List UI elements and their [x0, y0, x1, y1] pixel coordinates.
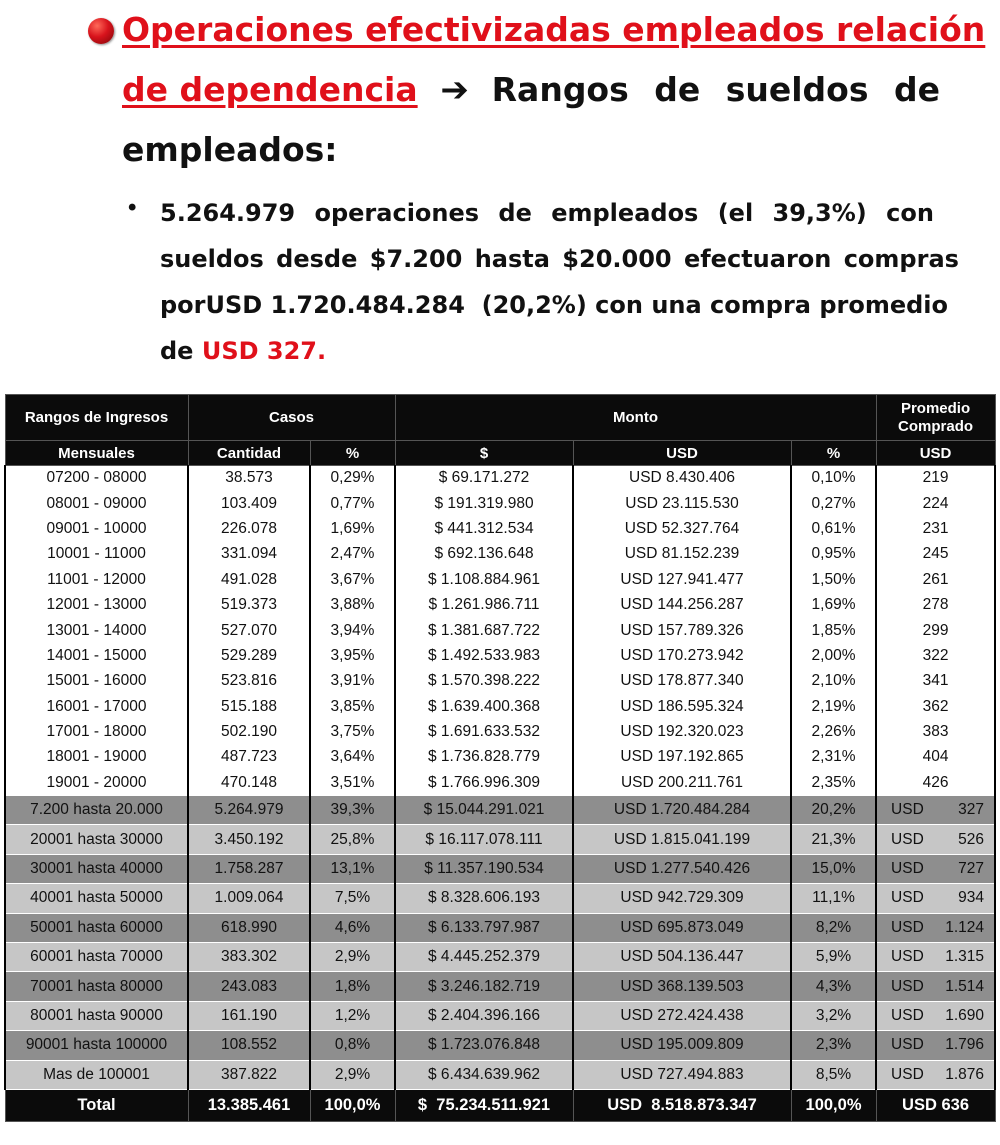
slide-heading: [88, 0, 986, 180]
table-cell: 0,27%: [791, 491, 876, 516]
header-mensuales: Mensuales: [5, 441, 188, 466]
table-cell: 3,94%: [310, 618, 395, 643]
summary-row: [5, 825, 995, 854]
table-cell: 3,95%: [310, 643, 395, 668]
table-cell: 0,95%: [791, 542, 876, 567]
summary-cell: [876, 796, 995, 825]
table-cell: 527.070: [188, 618, 310, 643]
summary-cell: 4,6%: [310, 913, 395, 942]
summary-cell: 39,3%: [310, 796, 395, 825]
table-cell: USD 192.320.023: [573, 719, 791, 744]
table-cell: 2,19%: [791, 694, 876, 719]
table-row: [5, 770, 995, 795]
table-row: [5, 491, 995, 516]
summary-cell: USD 1.815.041.199: [573, 825, 791, 854]
table-cell: 13001 - 14000: [5, 618, 188, 643]
table-cell: 11001 - 12000: [5, 567, 188, 592]
total-promedio: USD 636: [876, 1089, 995, 1121]
summary-rows: [5, 796, 995, 1090]
table-cell: 3,85%: [310, 694, 395, 719]
table-cell: 426: [876, 770, 995, 795]
table-row: [5, 592, 995, 617]
summary-cell: USD 272.424.438: [573, 1001, 791, 1030]
total-cantidad: 13.385.461: [188, 1089, 310, 1121]
summary-cell: 1.009.064: [188, 884, 310, 913]
header-monto: Monto: [395, 395, 876, 441]
heading-line-1: [88, 0, 986, 60]
table-cell: $ 1.691.633.532: [395, 719, 573, 744]
summary-cell: 5.264.979: [188, 796, 310, 825]
table-cell: 10001 - 11000: [5, 542, 188, 567]
table-cell: 404: [876, 745, 995, 770]
usd-prefix: USD: [891, 860, 924, 878]
summary-cell: 1.758.287: [188, 854, 310, 883]
summary-cell: $ 15.044.291.021: [395, 796, 573, 825]
summary-cell: 20,2%: [791, 796, 876, 825]
heading-red-text-1: Operaciones efectivizadas empleados relación: [122, 10, 986, 49]
table-cell: 341: [876, 669, 995, 694]
summary-cell: [876, 972, 995, 1001]
table-row: [5, 745, 995, 770]
table-cell: 2,26%: [791, 719, 876, 744]
table-cell: 16001 - 17000: [5, 694, 188, 719]
summary-cell: 7.200 hasta 20.000: [5, 796, 188, 825]
paragraph-line-3: porUSD 1.720.484.284 (20,2%) con una compra promedio: [160, 291, 949, 319]
table-cell: 09001 - 10000: [5, 516, 188, 541]
red-bullet-icon: [88, 18, 114, 44]
table-cell: 1,69%: [791, 592, 876, 617]
table-cell: USD 81.152.239: [573, 542, 791, 567]
total-monto-ars: $ 75.234.511.921: [395, 1089, 573, 1121]
summary-cell: $ 3.246.182.719: [395, 972, 573, 1001]
table-cell: 519.373: [188, 592, 310, 617]
heading-black-text-2: Rangos de sueldos de: [491, 70, 940, 109]
summary-cell: 21,3%: [791, 825, 876, 854]
average-value: 1.876: [945, 1065, 985, 1083]
average-value: 1.796: [945, 1036, 985, 1054]
paragraph-line-4: [160, 328, 940, 374]
heading-red-text-2: de dependencia: [122, 70, 418, 109]
summary-cell: 70001 hasta 80000: [5, 972, 188, 1001]
summary-cell: 243.083: [188, 972, 310, 1001]
paragraph-line-1: 5.264.979 operaciones de empleados (el 39,3%) con: [160, 199, 934, 227]
table-cell: 523.816: [188, 669, 310, 694]
summary-cell: USD 727.494.883: [573, 1060, 791, 1089]
usd-prefix: USD: [891, 1065, 924, 1083]
summary-cell: USD 368.139.503: [573, 972, 791, 1001]
table-cell: 245: [876, 542, 995, 567]
summary-cell: $ 11.357.190.534: [395, 854, 573, 883]
table-cell: $ 1.736.828.779: [395, 745, 573, 770]
summary-cell: USD 1.277.540.426: [573, 854, 791, 883]
summary-cell: 15,0%: [791, 854, 876, 883]
header-casos-pct: %: [310, 441, 395, 466]
table-cell: $ 1.261.986.711: [395, 592, 573, 617]
summary-cell: 387.822: [188, 1060, 310, 1089]
table-cell: 14001 - 15000: [5, 643, 188, 668]
table-cell: $ 1.766.996.309: [395, 770, 573, 795]
summary-cell: [876, 884, 995, 913]
table-row: [5, 567, 995, 592]
summary-cell: $ 16.117.078.111: [395, 825, 573, 854]
table-cell: USD 127.941.477: [573, 567, 791, 592]
table-cell: USD 197.192.865: [573, 745, 791, 770]
summary-cell: USD 195.009.809: [573, 1031, 791, 1060]
table-cell: 08001 - 09000: [5, 491, 188, 516]
summary-row: [5, 884, 995, 913]
heading-black-text-3: empleados:: [122, 130, 338, 169]
summary-cell: USD 1.720.484.284: [573, 796, 791, 825]
summary-cell: $ 4.445.252.379: [395, 943, 573, 972]
heading-line-2: [88, 60, 940, 120]
summary-cell: 1,8%: [310, 972, 395, 1001]
detail-rows: [5, 466, 995, 796]
summary-cell: 108.552: [188, 1031, 310, 1060]
summary-cell: 3.450.192: [188, 825, 310, 854]
summary-row: [5, 1001, 995, 1030]
total-label: Total: [5, 1089, 188, 1121]
header-cantidad: Cantidad: [188, 441, 310, 466]
table-cell: 12001 - 13000: [5, 592, 188, 617]
summary-cell: 90001 hasta 100000: [5, 1031, 188, 1060]
table-cell: USD 200.211.761: [573, 770, 791, 795]
table-row: [5, 643, 995, 668]
table-cell: 491.028: [188, 567, 310, 592]
usd-prefix: USD: [891, 1007, 924, 1024]
table-row: [5, 466, 995, 491]
summary-cell: 20001 hasta 30000: [5, 825, 188, 854]
usd-prefix: USD: [891, 1036, 924, 1054]
table-cell: 219: [876, 466, 995, 491]
summary-cell: 8,5%: [791, 1060, 876, 1089]
summary-cell: 618.990: [188, 913, 310, 942]
usd-prefix: USD: [891, 889, 924, 907]
summary-row: [5, 1060, 995, 1089]
table-cell: $ 191.319.980: [395, 491, 573, 516]
total-casos-pct: 100,0%: [310, 1089, 395, 1121]
table-cell: 07200 - 08000: [5, 466, 188, 491]
header-casos: Casos: [188, 395, 395, 441]
header-rangos: Rangos de Ingresos: [5, 395, 188, 441]
table-cell: 487.723: [188, 745, 310, 770]
summary-cell: 1,2%: [310, 1001, 395, 1030]
average-value: 934: [958, 889, 985, 907]
header-monto-usd: USD: [573, 441, 791, 466]
table-cell: $ 692.136.648: [395, 542, 573, 567]
table-cell: 2,31%: [791, 745, 876, 770]
table-cell: 362: [876, 694, 995, 719]
table-cell: 3,51%: [310, 770, 395, 795]
summary-row: [5, 796, 995, 825]
summary-row: [5, 854, 995, 883]
table-cell: 2,47%: [310, 542, 395, 567]
table-cell: 38.573: [188, 466, 310, 491]
summary-cell: 30001 hasta 40000: [5, 854, 188, 883]
summary-cell: 13,1%: [310, 854, 395, 883]
table-cell: 383: [876, 719, 995, 744]
bullet-icon: •: [128, 194, 137, 221]
table-cell: 2,00%: [791, 643, 876, 668]
table-cell: 17001 - 18000: [5, 719, 188, 744]
table-cell: 226.078: [188, 516, 310, 541]
summary-cell: Mas de 100001: [5, 1060, 188, 1089]
table-cell: 3,64%: [310, 745, 395, 770]
table-cell: 0,29%: [310, 466, 395, 491]
table-cell: 322: [876, 643, 995, 668]
table-cell: 103.409: [188, 491, 310, 516]
summary-cell: 2,9%: [310, 1060, 395, 1089]
table-cell: 3,75%: [310, 719, 395, 744]
table-cell: 0,61%: [791, 516, 876, 541]
summary-cell: 7,5%: [310, 884, 395, 913]
header-promedio: Promedio Comprado: [876, 395, 995, 441]
table-cell: 470.148: [188, 770, 310, 795]
table-cell: 224: [876, 491, 995, 516]
average-value: 1.514: [945, 977, 985, 995]
average-value: 1.315: [945, 948, 985, 966]
table-row: [5, 516, 995, 541]
table-cell: USD 8.430.406: [573, 466, 791, 491]
summary-cell: 161.190: [188, 1001, 310, 1030]
summary-cell: 25,8%: [310, 825, 395, 854]
summary-cell: $ 1.723.076.848: [395, 1031, 573, 1060]
summary-cell: [876, 825, 995, 854]
summary-cell: $ 2.404.396.166: [395, 1001, 573, 1030]
arrow-right-icon: ➔: [440, 70, 469, 110]
average-value: 1.124: [945, 918, 985, 936]
summary-cell: [876, 1031, 995, 1060]
summary-cell: 60001 hasta 70000: [5, 943, 188, 972]
table-cell: 0,10%: [791, 466, 876, 491]
summary-cell: USD 695.873.049: [573, 913, 791, 942]
summary-cell: $ 6.133.797.987: [395, 913, 573, 942]
usd-prefix: USD: [891, 801, 924, 819]
table-cell: 1,85%: [791, 618, 876, 643]
table-cell: $ 1.492.533.983: [395, 643, 573, 668]
table-row: [5, 694, 995, 719]
table-cell: 3,67%: [310, 567, 395, 592]
summary-row: [5, 943, 995, 972]
table-cell: $ 69.171.272: [395, 466, 573, 491]
summary-row: [5, 1031, 995, 1060]
summary-cell: 40001 hasta 50000: [5, 884, 188, 913]
table-cell: USD 186.595.324: [573, 694, 791, 719]
summary-cell: USD 942.729.309: [573, 884, 791, 913]
table-cell: 3,91%: [310, 669, 395, 694]
table-cell: 19001 - 20000: [5, 770, 188, 795]
table-cell: USD 157.789.326: [573, 618, 791, 643]
summary-cell: 4,3%: [791, 972, 876, 1001]
summary-cell: 50001 hasta 60000: [5, 913, 188, 942]
summary-cell: 5,9%: [791, 943, 876, 972]
table-cell: 299: [876, 618, 995, 643]
header-monto-pct: %: [791, 441, 876, 466]
usd-prefix: USD: [891, 918, 924, 936]
table-cell: USD 144.256.287: [573, 592, 791, 617]
summary-row: [5, 913, 995, 942]
summary-paragraph: [128, 190, 959, 374]
table-cell: 2,10%: [791, 669, 876, 694]
table-cell: 261: [876, 567, 995, 592]
summary-cell: 0,8%: [310, 1031, 395, 1060]
table-cell: 502.190: [188, 719, 310, 744]
average-value: 727: [958, 860, 985, 878]
average-value: 526: [958, 830, 985, 848]
table-cell: USD 178.877.340: [573, 669, 791, 694]
table-cell: 18001 - 19000: [5, 745, 188, 770]
table-cell: USD 23.115.530: [573, 491, 791, 516]
table-cell: $ 1.639.400.368: [395, 694, 573, 719]
summary-cell: 8,2%: [791, 913, 876, 942]
usd-prefix: USD: [891, 977, 924, 995]
summary-row: [5, 972, 995, 1001]
table-cell: $ 1.108.884.961: [395, 567, 573, 592]
summary-cell: [876, 1060, 995, 1089]
header-promedio-usd: USD: [876, 441, 995, 466]
summary-cell: 2,3%: [791, 1031, 876, 1060]
summary-cell: USD 504.136.447: [573, 943, 791, 972]
table-cell: $ 441.312.534: [395, 516, 573, 541]
total-monto-pct: 100,0%: [791, 1089, 876, 1121]
table-row: [5, 669, 995, 694]
table-cell: USD 170.273.942: [573, 643, 791, 668]
paragraph-line-2: sueldos desde $7.200 hasta $20.000 efectuaron compras: [160, 245, 959, 273]
summary-cell: 383.302: [188, 943, 310, 972]
table-cell: 2,35%: [791, 770, 876, 795]
average-value: 1.690: [945, 1007, 985, 1024]
summary-cell: [876, 1001, 995, 1030]
summary-cell: 2,9%: [310, 943, 395, 972]
table-cell: 231: [876, 516, 995, 541]
paragraph-line-4-prefix: de: [160, 337, 194, 365]
total-monto-usd: USD 8.518.873.347: [573, 1089, 791, 1121]
header-monto-ars: $: [395, 441, 573, 466]
table-cell: USD 52.327.764: [573, 516, 791, 541]
table-row: [5, 618, 995, 643]
summary-cell: 80001 hasta 90000: [5, 1001, 188, 1030]
table-cell: 278: [876, 592, 995, 617]
table-cell: 3,88%: [310, 592, 395, 617]
table-cell: 331.094: [188, 542, 310, 567]
table-cell: $ 1.381.687.722: [395, 618, 573, 643]
summary-cell: $ 6.434.639.962: [395, 1060, 573, 1089]
table-cell: 15001 - 16000: [5, 669, 188, 694]
salary-ranges-table: [4, 394, 996, 1122]
table-cell: 515.188: [188, 694, 310, 719]
average-usd-highlight: USD 327.: [201, 337, 327, 365]
usd-prefix: USD: [891, 830, 924, 848]
summary-cell: 3,2%: [791, 1001, 876, 1030]
summary-cell: 11,1%: [791, 884, 876, 913]
table-row: [5, 542, 995, 567]
table-cell: 0,77%: [310, 491, 395, 516]
table-cell: $ 1.570.398.222: [395, 669, 573, 694]
table-row: [5, 719, 995, 744]
average-value: 327: [958, 801, 985, 819]
table-cell: 529.289: [188, 643, 310, 668]
table-cell: 1,50%: [791, 567, 876, 592]
summary-cell: $ 8.328.606.193: [395, 884, 573, 913]
summary-cell: [876, 943, 995, 972]
usd-prefix: USD: [891, 948, 924, 966]
total-row: [5, 1089, 995, 1121]
heading-line-3: [88, 120, 940, 180]
table-cell: 1,69%: [310, 516, 395, 541]
summary-cell: [876, 913, 995, 942]
summary-cell: [876, 854, 995, 883]
